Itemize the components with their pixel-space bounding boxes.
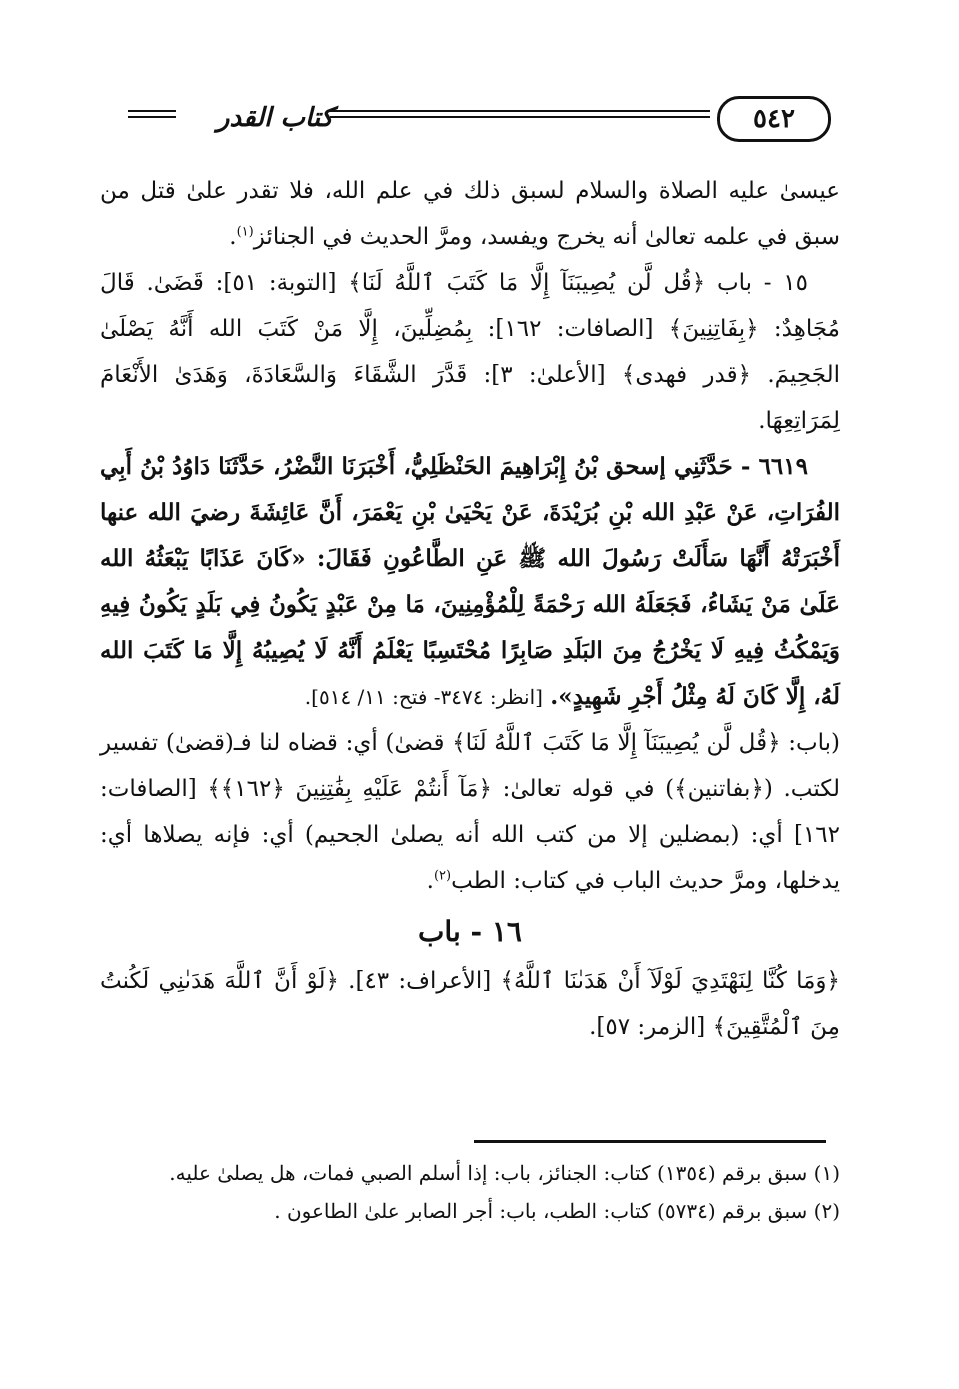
footnotes	[100, 1154, 840, 1230]
footnote-ref-1: (١)	[236, 224, 254, 240]
hadith-reference: [انظر: ٣٤٧٤- فتح: ١١/ ٥١٤].	[304, 685, 543, 709]
footnote-separator	[474, 1140, 826, 1143]
commentary-end: .	[426, 868, 434, 894]
header-rule-left-bottom	[128, 116, 176, 118]
intro-end: .	[229, 224, 237, 250]
footnote-2: (٢) سبق برقم (٥٧٣٤) كتاب: الطب، باب: أجر الصابر علىٰ الطاعون .	[274, 1199, 840, 1223]
chapter-16-quran: ﴿وَمَا كُنَّا لِنَهْتَدِيَ لَوْلَآ أَنْ هَدَىٰنَا ٱللَّهُ﴾ [الأعراف: ٤٣]. ﴿لَوْ أَنَّ ٱللَّهَ هَدَىٰنِي لَكُنتُ مِنَ ٱلْمُتَّقِينَ﴾ [الزمر: ٥٧].	[100, 968, 840, 1040]
book-title: كتاب القدر	[216, 103, 334, 133]
page-header	[120, 96, 820, 142]
footnote-ref-2: (٢)	[433, 868, 452, 884]
commentary	[100, 720, 840, 904]
page-number: ٥٤٢	[717, 96, 831, 142]
intro-line-1: عيسىٰ عليه الصلاة والسلام لسبق ذلك في علم الله، فلا تقدر علىٰ قتل	[140, 178, 841, 204]
chapter-15: ١٥ - باب ﴿قُل لَّن يُصِيبَنَآ إِلَّا مَا كَتَبَ ٱللَّهُ لَنَا﴾ [التوبة: ٥١]: قَضَىٰ. قَالَ مُجَاهِدٌ: ﴿بِفَاتِنِينَ﴾ [الصافات: ١٦٢]: بِمُضِلِّينَ، إِلَّا مَنْ كَتَبَ الله أَنَّهُ يَصْلَىٰ الجَحِيمَ. ﴿قدر فهدى﴾ [الأعلىٰ: ٣]: قَدَّرَ الشَّقَاءَ وَالسَّعَادَةَ، وَهَدَىٰ الأَنْعَامَ لِمَرَاتِعِهَا.	[100, 270, 841, 434]
main-text	[100, 168, 840, 1050]
chapter-16-heading: ١٦ - باب	[418, 915, 522, 948]
header-rule-middle-bottom	[330, 116, 710, 118]
intro-line-2: من سبق في علمه تعالىٰ أنه يخرج ويفسد، ومرَّ الحديث في الجنائز	[100, 178, 840, 250]
hadith-text: ٦٦١٩ - حَدَّثَنِي إسحق بْنُ إِبْرَاهِيمَ الحَنْظَلِيُّ، أَخْبَرَنَا النَّضْرُ، حَدَّثَنَا دَاوُدُ بْنُ أَبِي الفُرَاتِ، عَنْ عَبْدِ الله بْنِ بُرَيْدَةَ، عَنْ يَحْيَىٰ بْنِ يَعْمَرَ، أَنَّ عَائِشَةَ رضيَ الله عنها أَخْبَرَتْهُ أَنَّهَا سَأَلَتْ رَسُولَ الله ﷺ عَنِ الطَّاعُونِ فَقَالَ: «كَانَ عَذَابًا يَبْعَثُهُ الله عَلَىٰ مَنْ يَشَاءُ، فَجَعَلَهُ الله رَحْمَةً لِلْمُؤْمِنِينَ، مَا مِنْ عَبْدٍ يَكُونُ فِي بَلَدٍ يَكُونُ فِيهِ وَيَمْكُثُ فِيهِ لَا يَخْرُجُ مِنَ البَلَدِ صَابِرًا مُحْتَسِبًا يَعْلَمُ أَنَّهُ لَا يُصِيبُهُ إِلَّا مَا كَتَبَ الله لَهُ، إِلَّا كَانَ لَهُ مِثْلُ أَجْرِ شَهِيدٍ».	[100, 453, 840, 710]
footnote-1: (١) سبق برقم (١٣٥٤) كتاب: الجنائز، باب: إذا أسلم الصبي فمات، هل يصلىٰ عليه.	[169, 1161, 840, 1185]
header-rule-left-top	[128, 110, 176, 112]
paragraph-intro	[100, 168, 840, 260]
commentary-text: (باب: ﴿قُل لَّن يُصِيبَنَآ إِلَّا مَا كَتَبَ ٱللَّهُ لَنَا﴾ قضىٰ) أي: قضاه لنا فـ(قضىٰ) تفسير لكتب. (﴿بفاتنين﴾) في قوله تعالىٰ: ﴿مَآ أَنتُمْ عَلَيْهِ بِفَٰتِنِينَ ﴿١٦٢﴾﴾ [الصافات: ١٦٢] أي: (بمضلين إلا من كتب الله أنه يصلىٰ الجحيم) أي: فإنه يصلاها أي: يدخلها، ومرَّ حديث الباب في كتاب: الطب	[100, 730, 841, 894]
hadith-6619	[100, 444, 840, 720]
header-rule-middle-top	[330, 110, 710, 112]
